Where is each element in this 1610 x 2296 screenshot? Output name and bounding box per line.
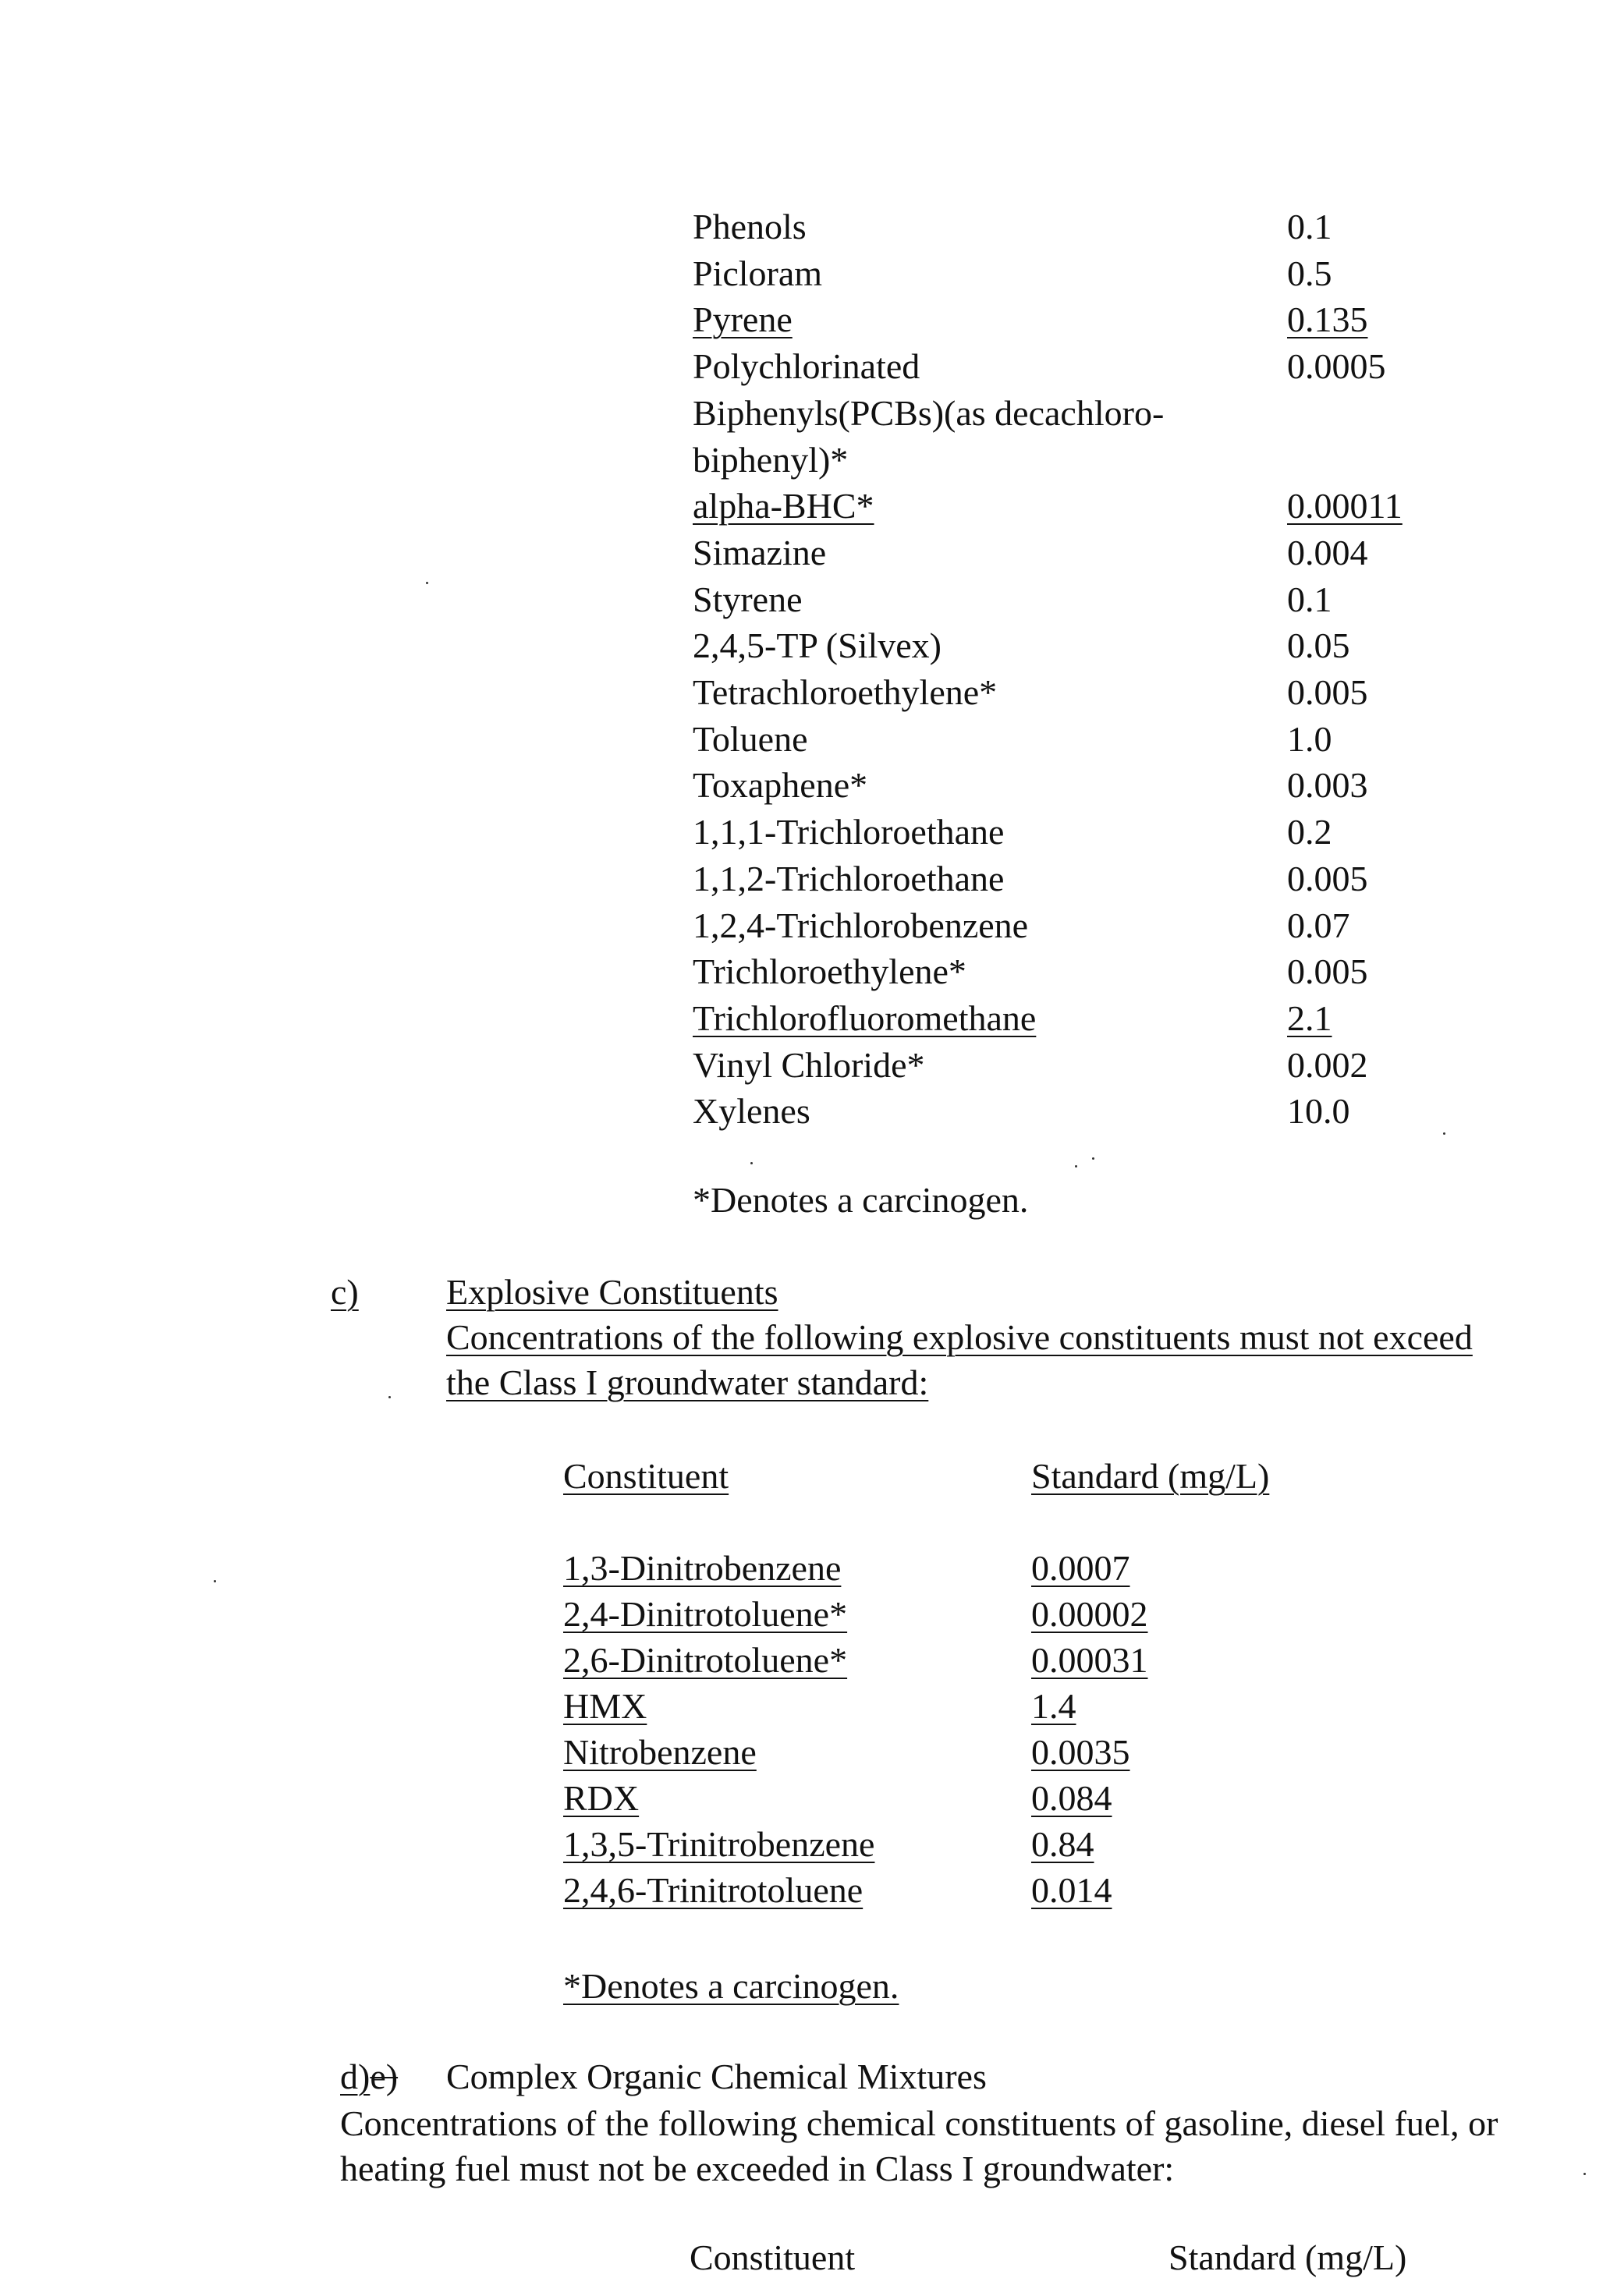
constituent-name: Pyrene — [693, 299, 793, 340]
constituent-name: Toxaphene* — [693, 765, 868, 806]
explosive-constituent-standard: 0.0007 — [1031, 1548, 1130, 1588]
scan-speck — [1075, 1165, 1077, 1167]
constituent-standard: 0.003 — [1287, 765, 1368, 806]
constituent-standard: 0.2 — [1287, 812, 1332, 852]
constituent-standard: 0.004 — [1287, 532, 1368, 572]
constituent-standard: 0.05 — [1287, 625, 1350, 666]
scan-speck — [388, 1396, 391, 1398]
constituent-standard: 2.1 — [1287, 997, 1332, 1038]
scan-speck — [214, 1580, 216, 1582]
scan-speck — [1583, 2173, 1586, 2175]
constituent-name: Styrene — [693, 579, 803, 619]
explosive-constituent-name: 1,3-Dinitrobenzene — [563, 1548, 842, 1588]
constituent-name: Tetrachloroethylene* — [693, 672, 998, 712]
section-c-column-standard: Standard (mg/L) — [1031, 1456, 1270, 1496]
explosive-constituent-name: RDX — [563, 1778, 640, 1818]
explosive-constituent-standard: 0.0035 — [1031, 1732, 1130, 1772]
section-c-heading: Explosive Constituents — [446, 1272, 778, 1312]
constituent-name: Trichloroethylene* — [693, 951, 966, 992]
scan-speck — [1443, 1132, 1445, 1135]
constituent-name: Phenols — [693, 207, 807, 246]
constituent-standard: 0.135 — [1287, 299, 1368, 340]
section-c-column-constituent: Constituent — [563, 1456, 729, 1496]
constituent-name: 1,1,2-Trichloroethane — [693, 858, 1005, 898]
section-d-heading: Complex Organic Chemical Mixtures — [446, 2057, 987, 2096]
section-c-label: c) — [331, 1272, 359, 1312]
constituent-standard: 1.0 — [1287, 718, 1332, 759]
section-d-label-deleted: e) — [370, 2057, 399, 2096]
explosive-constituent-standard: 0.84 — [1031, 1824, 1094, 1864]
constituent-name: Vinyl Chloride* — [693, 1044, 925, 1085]
constituent-standard: 0.1 — [1287, 579, 1332, 619]
explosive-constituent-standard: 0.00002 — [1031, 1594, 1148, 1634]
constituent-name: 2,4,5-TP (Silvex) — [693, 625, 942, 666]
constituent-name: Toluene — [693, 718, 808, 759]
constituent-standard: 0.07 — [1287, 905, 1350, 945]
constituent-standard: 0.002 — [1287, 1044, 1368, 1085]
constituent-name: Picloram — [693, 253, 823, 293]
constituent-name: Trichlorofluoromethane — [693, 997, 1037, 1038]
explosive-constituent-name: 2,4,6-Trinitrotoluene — [563, 1870, 864, 1910]
explosive-constituent-standard: 0.084 — [1031, 1778, 1112, 1818]
section-d-column-constituent: Constituent — [690, 2238, 856, 2277]
section-c-intro-line2: the Class I groundwater standard: — [446, 1362, 929, 1402]
constituent-standard: 0.1 — [1287, 207, 1332, 246]
constituent-standard: 0.005 — [1287, 858, 1368, 898]
section-d-column-standard: Standard (mg/L) — [1168, 2238, 1407, 2277]
explosive-constituent-name: 2,6-Dinitrotoluene* — [563, 1640, 848, 1680]
constituent-standard: 0.00011 — [1287, 486, 1403, 526]
explosive-constituent-name: Nitrobenzene — [563, 1732, 757, 1772]
section-d-intro-line2: heating fuel must not be exceeded in Class I groundwater: — [340, 2149, 1175, 2188]
explosive-constituent-name: HMX — [563, 1686, 647, 1726]
scan-speck — [426, 582, 428, 584]
scan-speck — [1092, 1157, 1094, 1160]
scan-speck — [750, 1162, 753, 1164]
section-c-intro-line1: Concentrations of the following explosive constituents must not exceed — [446, 1317, 1473, 1357]
constituent-name: 1,2,4-Trichlorobenzene — [693, 905, 1029, 945]
section-d-label — [340, 2059, 398, 2095]
constituent-standard: 0.0005 — [1287, 346, 1386, 387]
constituent-standard: 0.005 — [1287, 672, 1368, 712]
explosive-constituent-name: 2,4-Dinitrotoluene* — [563, 1594, 848, 1634]
table-footnote: *Denotes a carcinogen. — [693, 1180, 1029, 1220]
constituent-name: Biphenyls(PCBs)(as decachloro- — [693, 392, 1165, 433]
section-d-label-new: d) — [340, 2057, 371, 2096]
explosive-constituent-name: 1,3,5-Trinitrobenzene — [563, 1824, 875, 1864]
constituent-name: alpha-BHC* — [693, 486, 874, 526]
constituent-name: biphenyl)* — [693, 439, 849, 480]
constituent-standard: 0.5 — [1287, 253, 1332, 293]
explosive-constituent-standard: 1.4 — [1031, 1686, 1076, 1726]
constituent-name: Polychlorinated — [693, 346, 920, 387]
section-d-intro-line1: Concentrations of the following chemical constituents of gasoline, diesel fuel, or — [340, 2103, 1498, 2143]
constituent-name: 1,1,1-Trichloroethane — [693, 812, 1005, 852]
constituent-name: Xylenes — [693, 1091, 810, 1132]
explosive-constituent-standard: 0.00031 — [1031, 1640, 1148, 1680]
constituent-standard: 0.005 — [1287, 951, 1368, 992]
explosive-constituent-standard: 0.014 — [1031, 1870, 1112, 1910]
constituent-standard: 10.0 — [1287, 1091, 1350, 1132]
section-c-footnote: *Denotes a carcinogen. — [563, 1966, 899, 2006]
constituent-name: Simazine — [693, 532, 827, 572]
